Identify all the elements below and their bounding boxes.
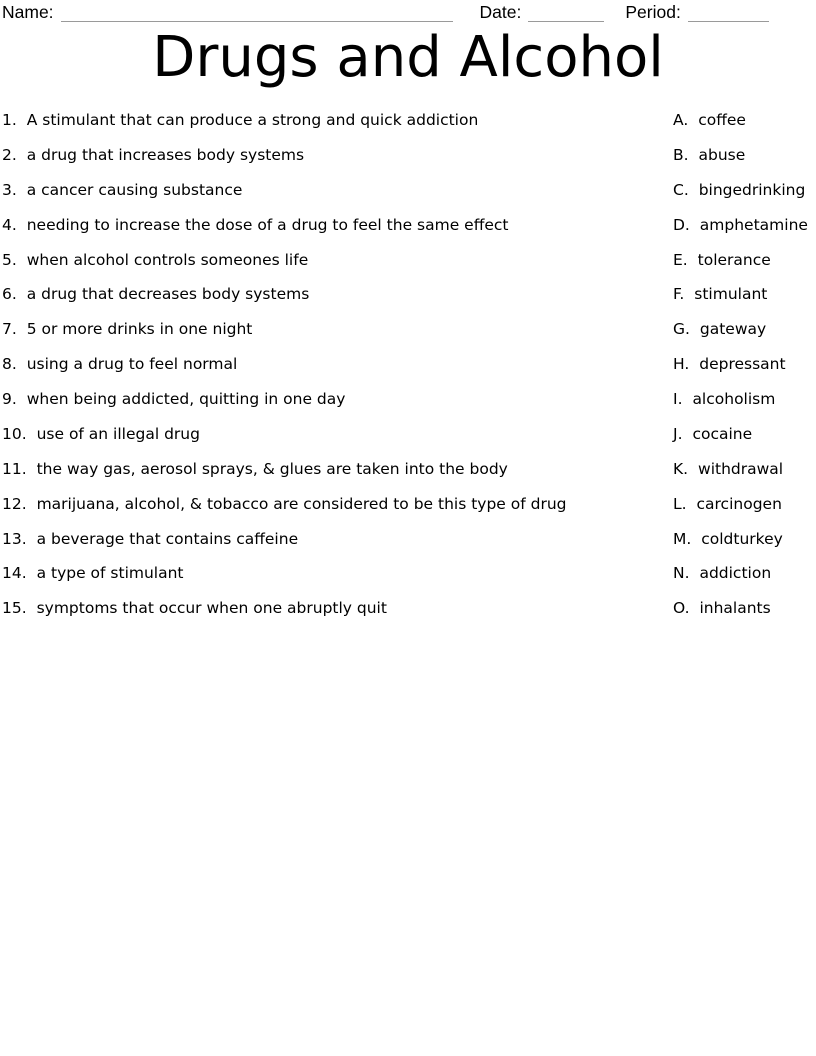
answer-letter: G. <box>673 320 695 339</box>
matching-row <box>2 284 814 319</box>
question-number: 3. <box>2 180 22 199</box>
question-number: 12. <box>2 494 32 513</box>
question-number: 15. <box>2 599 32 618</box>
answer-item <box>673 563 771 584</box>
answer-letter: D. <box>673 215 695 234</box>
answer-word: amphetamine <box>699 215 808 234</box>
question-number: 14. <box>2 564 32 583</box>
matching-row <box>2 529 814 564</box>
matching-row <box>2 319 814 354</box>
question-item <box>2 494 567 515</box>
question-number: 1. <box>2 111 22 129</box>
question-item <box>2 215 509 236</box>
matching-row <box>2 598 814 633</box>
question-text: a drug that increases body systems <box>26 145 305 164</box>
question-item <box>2 319 252 340</box>
question-item <box>2 284 309 305</box>
question-text: needing to increase the dose of a drug to feel the same effect <box>26 215 509 234</box>
answer-word: abuse <box>698 145 746 164</box>
answer-item <box>673 598 771 619</box>
question-text: use of an illegal drug <box>36 424 200 443</box>
matching-row <box>2 494 814 529</box>
answer-letter: J. <box>673 424 688 443</box>
matching-row <box>2 145 814 180</box>
question-number: 5. <box>2 250 22 269</box>
matching-row <box>2 459 814 494</box>
question-text: A stimulant that can produce a strong and quick addiction <box>26 111 479 129</box>
answer-letter: A. <box>673 111 694 129</box>
question-item <box>2 598 387 619</box>
answer-word: cocaine <box>692 424 753 443</box>
matching-row <box>2 250 814 285</box>
question-item <box>2 145 304 166</box>
answer-word: addiction <box>699 564 772 583</box>
answer-item <box>673 424 752 445</box>
question-text: when being addicted, quitting in one day <box>26 390 346 408</box>
answer-item <box>673 215 808 236</box>
question-text: a cancer causing substance <box>26 180 243 199</box>
answer-item <box>673 180 805 201</box>
answer-letter: C. <box>673 180 694 199</box>
question-item <box>2 389 345 410</box>
answer-word: depressant <box>699 355 786 374</box>
question-number: 6. <box>2 285 22 304</box>
answer-item <box>673 529 783 550</box>
answer-letter: N. <box>673 564 695 583</box>
answer-letter: M. <box>673 529 697 548</box>
question-text: using a drug to feel normal <box>26 355 238 374</box>
answer-letter: I. <box>673 390 688 408</box>
matching-list <box>2 110 814 633</box>
answer-letter: L. <box>673 494 692 513</box>
question-text: when alcohol controls someones life <box>26 250 309 269</box>
matching-row <box>2 563 814 598</box>
answer-item <box>673 494 782 515</box>
question-number: 8. <box>2 355 22 374</box>
answer-item <box>673 250 771 271</box>
answer-letter: O. <box>673 599 695 618</box>
answer-letter: H. <box>673 355 695 374</box>
matching-row <box>2 110 814 145</box>
answer-word: stimulant <box>694 285 768 304</box>
answer-word: inhalants <box>699 599 771 618</box>
name-label: Name: <box>2 2 54 22</box>
question-text: symptoms that occur when one abruptly quit <box>36 599 387 618</box>
answer-word: tolerance <box>697 250 771 269</box>
answer-word: bingedrinking <box>698 180 806 199</box>
answer-item <box>673 145 745 166</box>
matching-row <box>2 354 814 389</box>
answer-letter: B. <box>673 145 694 164</box>
answer-letter: F. <box>673 285 690 304</box>
question-text: a beverage that contains caffeine <box>36 529 299 548</box>
question-text: the way gas, aerosol sprays, & glues are taken into the body <box>36 459 508 478</box>
question-item <box>2 529 298 550</box>
question-number: 11. <box>2 459 32 478</box>
answer-item <box>673 284 767 305</box>
matching-row <box>2 215 814 250</box>
question-text: a drug that decreases body systems <box>26 285 310 304</box>
date-label: Date: <box>479 2 522 22</box>
answer-item <box>673 459 783 480</box>
question-item <box>2 424 200 445</box>
matching-row <box>2 389 814 424</box>
answer-word: carcinogen <box>696 494 782 513</box>
question-item <box>2 354 237 375</box>
answer-word: gateway <box>699 320 767 339</box>
answer-item <box>673 110 746 131</box>
question-number: 9. <box>2 390 22 408</box>
answer-letter: E. <box>673 250 693 269</box>
answer-item <box>673 319 766 340</box>
period-label: Period: <box>625 2 681 22</box>
matching-row <box>2 424 814 459</box>
answer-letter: K. <box>673 459 694 478</box>
question-item <box>2 180 242 201</box>
question-number: 4. <box>2 215 22 234</box>
question-item <box>2 110 478 131</box>
answer-word: alcoholism <box>692 390 776 408</box>
matching-row <box>2 180 814 215</box>
question-text: 5 or more drinks in one night <box>26 320 253 339</box>
question-number: 13. <box>2 529 32 548</box>
question-number: 2. <box>2 145 22 164</box>
question-text: a type of stimulant <box>36 564 184 583</box>
answer-word: coldturkey <box>701 529 783 548</box>
question-number: 10. <box>2 424 32 443</box>
question-text: marijuana, alcohol, & tobacco are considered to be this type of drug <box>36 494 567 513</box>
question-item <box>2 459 508 480</box>
question-item <box>2 563 184 584</box>
answer-item <box>673 389 775 410</box>
answer-word: coffee <box>698 111 746 129</box>
answer-word: withdrawal <box>698 459 784 478</box>
answer-item <box>673 354 786 375</box>
question-number: 7. <box>2 320 22 339</box>
worksheet-title: Drugs and Alcohol <box>152 25 664 90</box>
question-item <box>2 250 308 271</box>
